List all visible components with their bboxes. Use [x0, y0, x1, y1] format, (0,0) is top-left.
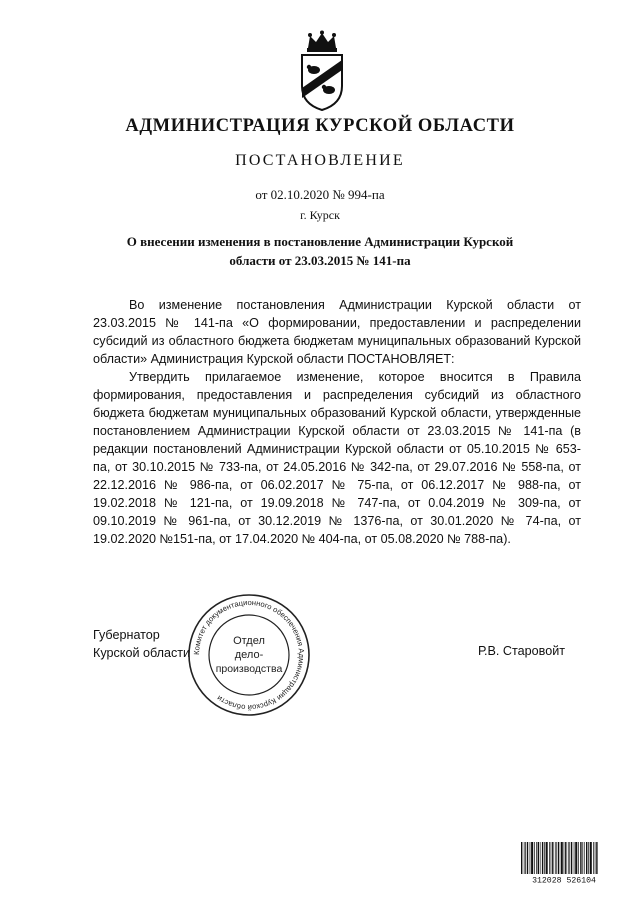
barcode-bar: [531, 842, 533, 874]
barcode-bar: [571, 842, 572, 874]
barcode-bar: [530, 842, 531, 874]
coat-of-arms-icon: [296, 30, 348, 112]
barcode-bar: [538, 842, 539, 874]
barcode-bar: [582, 842, 583, 874]
signer-title-line-2: Курской области: [93, 646, 191, 660]
barcode-bar: [596, 842, 597, 874]
barcode-bar: [558, 842, 559, 874]
barcode-bar: [556, 842, 557, 874]
barcode-bar: [584, 842, 585, 874]
barcode-bar: [527, 842, 528, 874]
barcode-bar: [551, 842, 552, 874]
barcode-bar: [544, 842, 545, 874]
barcode-bar: [595, 842, 596, 874]
barcode-bar: [546, 842, 548, 874]
body-paragraph-2: Утвердить прилагаемое изменение, которое вносится в Правила формирования, предоставления и распределения субсидий из областного бюджета бюджетам муниципальных образований Курской области, утвержденные постановлением Администрации Курской области от 23.03.2015 № 141-па (в редакции постановлений Администрации Курской области от 05.10.2015 № 653-па, от 30.10.2015 № 733-па, от 24.05.2016 № 342-па, от 29.07.2016 № 558-па, от 22.12.2016 № 986-па, от 06.02.2017 № 75-па, от 06.12.2017 № 988-па, от 19.02.2018 № 121-па, от 19.09.2018 № 747-па, от 0.04.2019 № 309-па, от 09.10.2019 № 961-па, от 30.12.2019 № 1376-па, от 30.01.2020 № 74-па, от 19.02.2020 №151-па, от 17.04.2020 № 404-па, от 05.08.2020 № 788-па).: [93, 370, 581, 546]
barcode-bar: [542, 842, 543, 874]
barcode-bar: [588, 842, 589, 874]
barcode-bar: [574, 842, 575, 874]
barcode-bar: [521, 842, 522, 874]
barcode: [520, 842, 608, 884]
barcode-number: 312028 526104: [532, 876, 596, 884]
barcode-bar: [561, 842, 563, 874]
document-type: ПОСТАНОВЛЕНИЕ: [235, 152, 405, 169]
barcode-bar: [540, 842, 541, 874]
document-body: [93, 296, 581, 548]
body-paragraph-1: Во изменение постановления Администрации Курской области от 23.03.2015 № 141-па «О формировании, предоставлении и распределении субсидий из областного бюджета бюджетам муниципальных образований Курской области» Администрация Курской области ПОСТАНОВЛЯЕТ:: [93, 298, 581, 366]
stamp-ring-text: Комитет документационного обеспечения Администрации Курской области: [191, 597, 307, 713]
barcode-bar: [555, 842, 556, 874]
barcode-bar: [564, 842, 565, 874]
stamp-line-2: дело-: [234, 649, 264, 661]
barcode-bar: [586, 842, 587, 874]
barcode-bar: [568, 842, 569, 874]
document-city: г. Курск: [300, 208, 340, 222]
barcode-bar: [593, 842, 594, 874]
barcode-bar: [524, 842, 525, 874]
barcode-bar: [534, 842, 535, 874]
barcode-bar: [565, 842, 566, 874]
subject-line-1: О внесении изменения в постановление Администрации Курской: [126, 234, 514, 249]
barcode-bar: [552, 842, 553, 874]
barcode-bar: [525, 842, 526, 874]
barcode-bars: [521, 842, 598, 874]
document-date-number: от 02.10.2020 № 994-па: [255, 187, 385, 202]
stamp-line-1: Отдел: [233, 635, 265, 647]
signer-name: Р.В. Старовойт: [478, 644, 566, 658]
barcode-bar: [536, 842, 537, 874]
stamp-line-3: производства: [215, 663, 283, 675]
document-subject: [0, 232, 640, 270]
barcode-bar: [569, 842, 570, 874]
organization-title: АДМИНИСТРАЦИЯ КУРСКОЙ ОБЛАСТИ: [125, 116, 515, 136]
barcode-bar: [578, 842, 579, 874]
signer-title-line-1: Губернатор: [93, 628, 160, 642]
barcode-bar: [580, 842, 581, 874]
department-stamp: [186, 592, 312, 718]
subject-line-2: области от 23.03.2015 № 141-па: [229, 253, 411, 268]
barcode-bar: [549, 842, 550, 874]
barcode-bar: [575, 842, 577, 874]
barcode-bar: [590, 842, 592, 874]
